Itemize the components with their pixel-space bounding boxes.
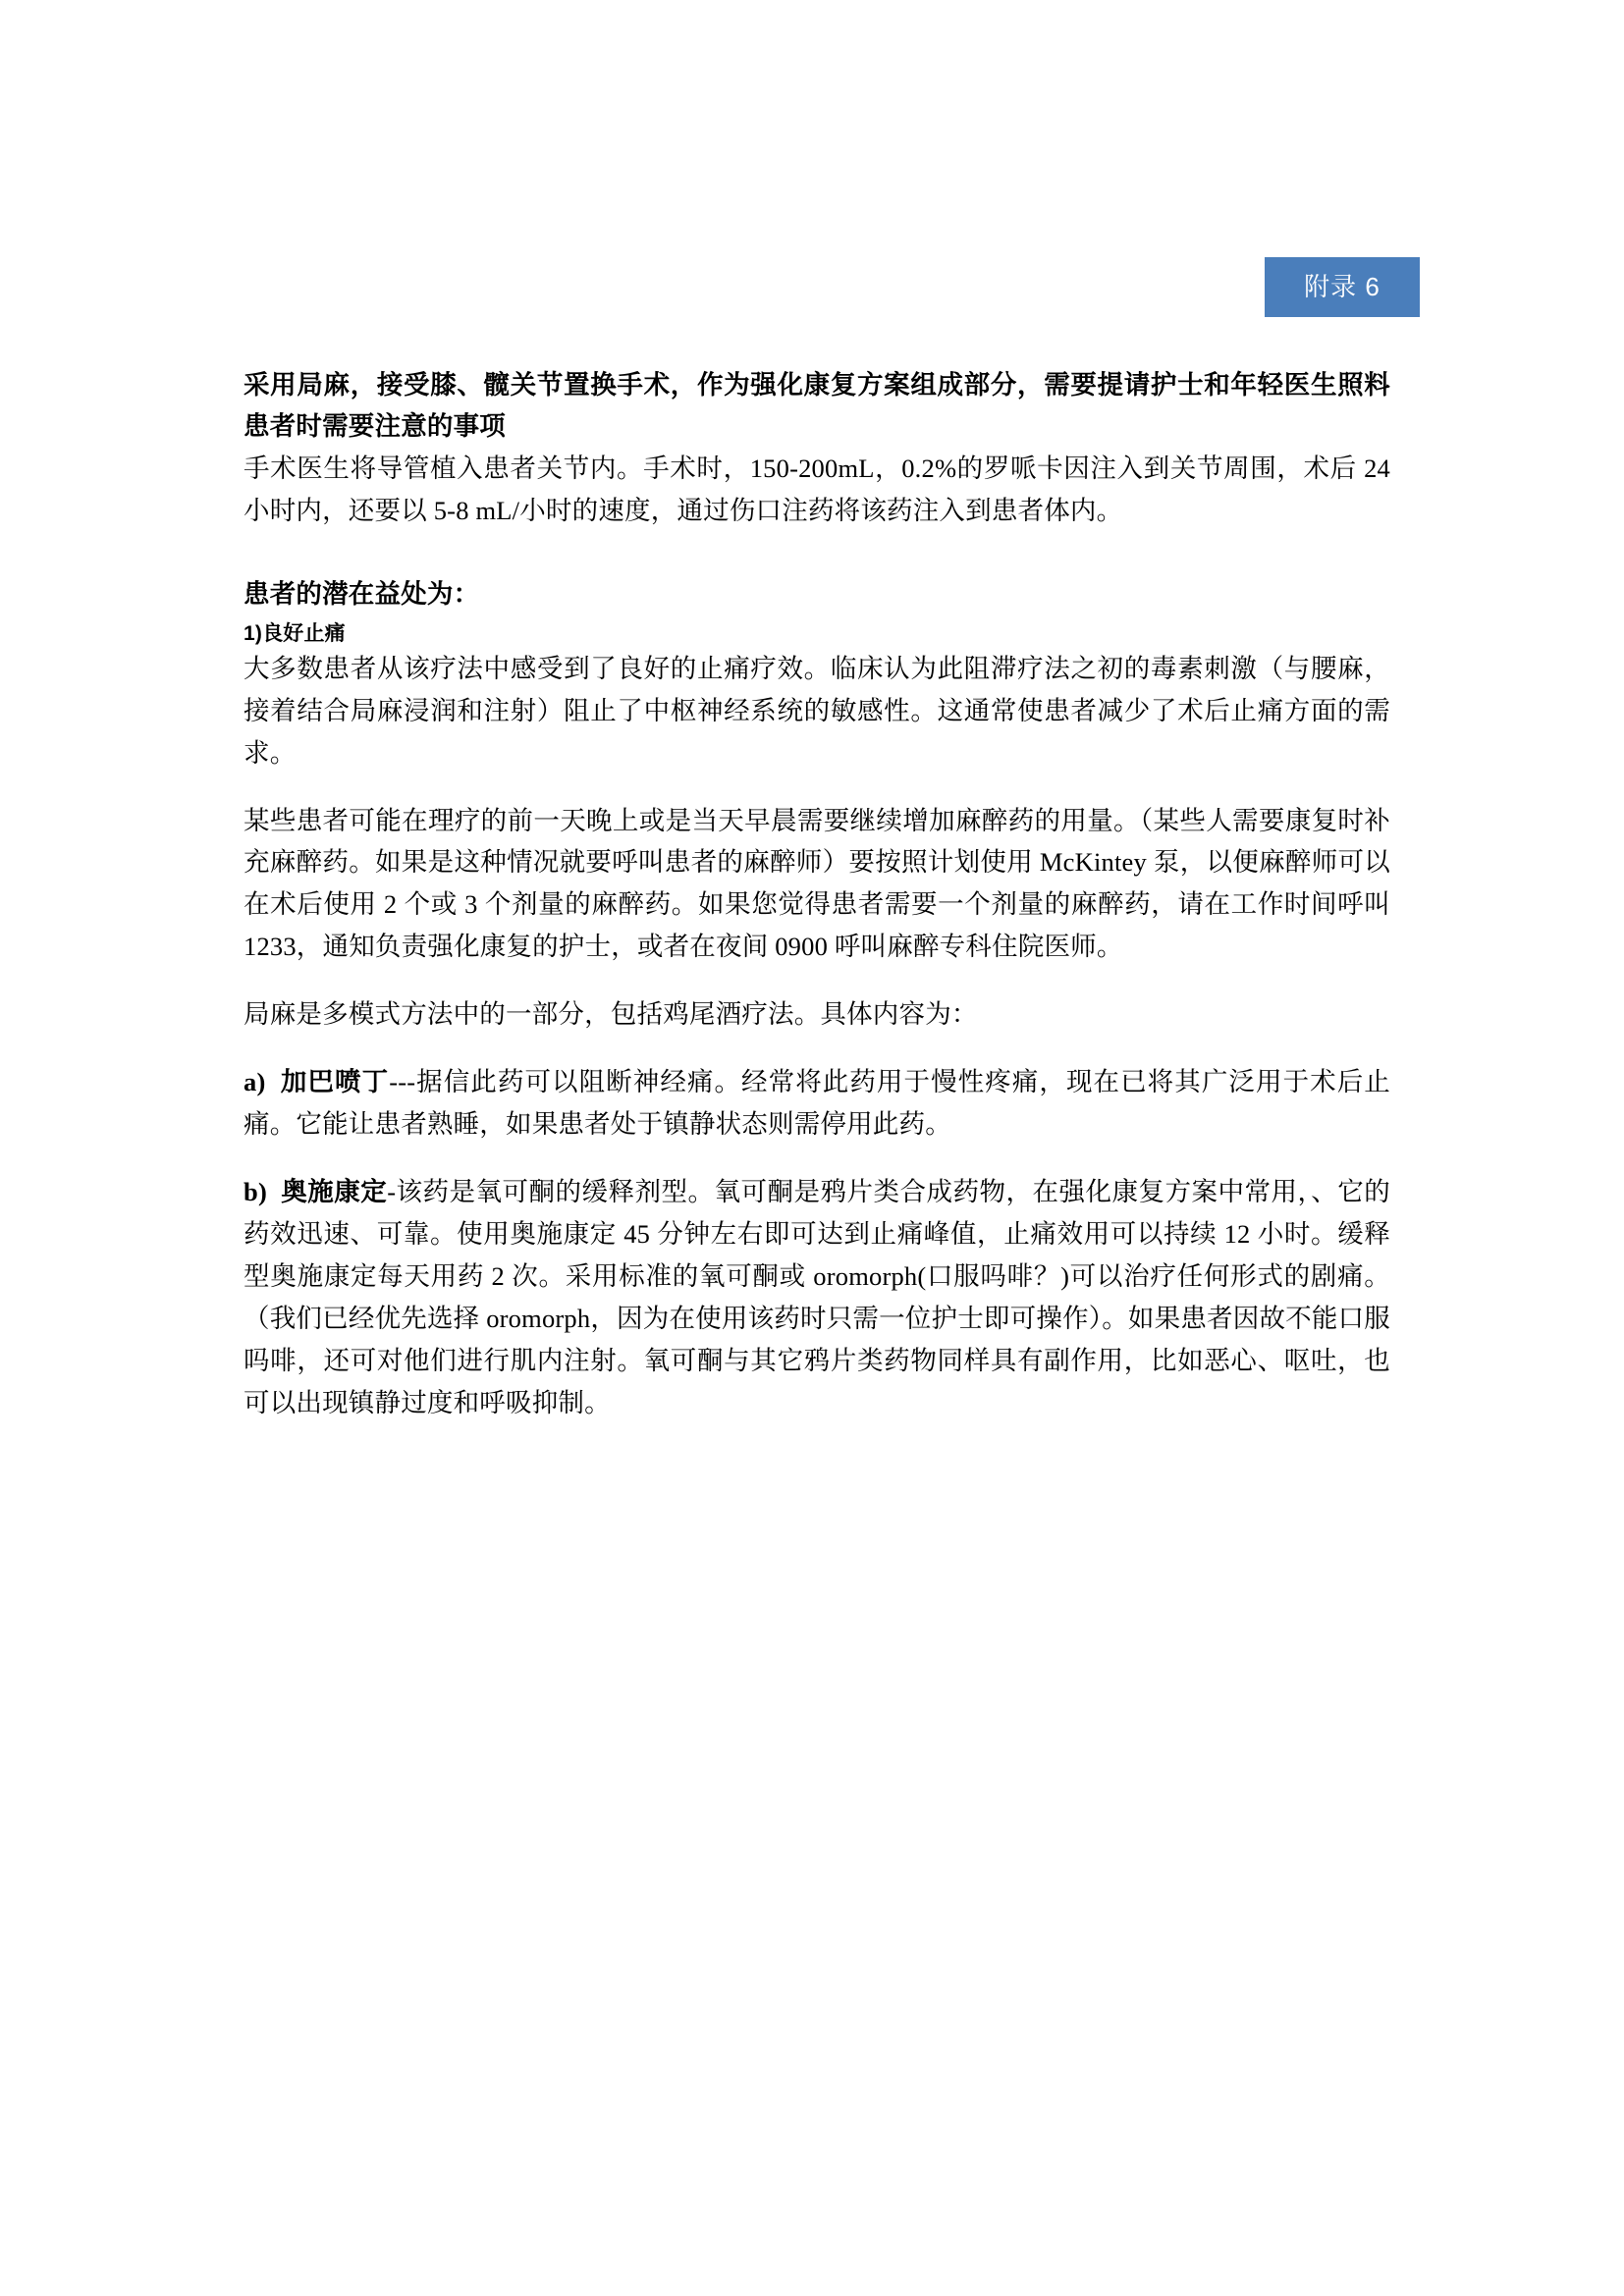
paragraph-2: 某些患者可能在理疗的前一天晚上或是当天早晨需要继续增加麻醉药的用量。（某些人需要康复时补充麻醉药。如果是这种情况就要呼叫患者的麻醉师）要按照计划使用 McKintey 泵，以便麻醉师可以在术后使用 2 个或 3 个剂量的麻醉药。如果您觉得患者需要一个剂量的麻醉药，请在工作时间呼叫 1233，通知负责强化康复的护士，或者在夜间 0900 呼叫麻醉专科住院医师。 xyxy=(244,805,1390,962)
list-item-marker: a) xyxy=(244,1067,266,1097)
paragraph-3: 局麻是多模式方法中的一部分，包括鸡尾酒疗法。具体内容为： xyxy=(244,999,978,1030)
list-item-lead: 加巴喷丁 xyxy=(280,1067,390,1097)
document-body xyxy=(244,365,1390,1424)
benefits-heading: 患者的潜在益处为： xyxy=(244,578,480,609)
appendix-badge-row xyxy=(0,257,1624,317)
list-item-lead: 奥施康定 xyxy=(281,1177,388,1206)
list-item xyxy=(244,1171,1390,1424)
intro-paragraph: 手术医生将导管植入患者关节内。手术时，150-200mL，0.2%的罗哌卡因注入到关节周围，术后 24 小时内，还要以 5-8 mL/小时的速度，通过伤口注药将该药注入到患者体内。 xyxy=(244,453,1390,525)
benefit-item-1-label: 1)良好止痛 xyxy=(244,622,346,646)
list-item-marker: b) xyxy=(244,1177,267,1206)
list-item xyxy=(244,1061,1390,1146)
benefit-item-1-body: 大多数患者从该疗法中感受到了良好的止痛疗效。临床认为此阻滞疗法之初的毒素刺激（与腰麻，接着结合局麻浸润和注射）阻止了中枢神经系统的敏感性。这通常使患者减少了术后止痛方面的需求。 xyxy=(244,653,1390,768)
list-item-body: -该药是氧可酮的缓释剂型。氧可酮是鸦片类合成药物，在强化康复方案中常用，、它的药效迅速、可靠。使用奥施康定 45 分钟左右即可达到止痛峰值，止痛效用可以持续 12 小时。缓释型奥施康定每天用药 2 次。采用标准的氧可酮或 oromorph(口服吗啡？)可以治疗任何形式的剧痛。（我们已经优先选择 oromorph，因为在使用该药时只需一位护士即可操作）。如果患者因故不能口服吗啡，还可对他们进行肌内注射。氧可酮与其它鸦片类药物同样具有副作用，比如恶心、呕吐，也可以出现镇静过度和呼吸抑制。 xyxy=(244,1177,1390,1417)
document-title: 采用局麻，接受膝、髋关节置换手术，作为强化康复方案组成部分，需要提请护士和年轻医生照料患者时需要注意的事项 xyxy=(244,370,1390,441)
appendix-badge: 附录 6 xyxy=(1265,257,1420,317)
list-item-body: ---据信此药可以阻断神经痛。经常将此药用于慢性疼痛，现在已将其广泛用于术后止痛。它能让患者熟睡，如果患者处于镇静状态则需停用此药。 xyxy=(244,1067,1390,1140)
